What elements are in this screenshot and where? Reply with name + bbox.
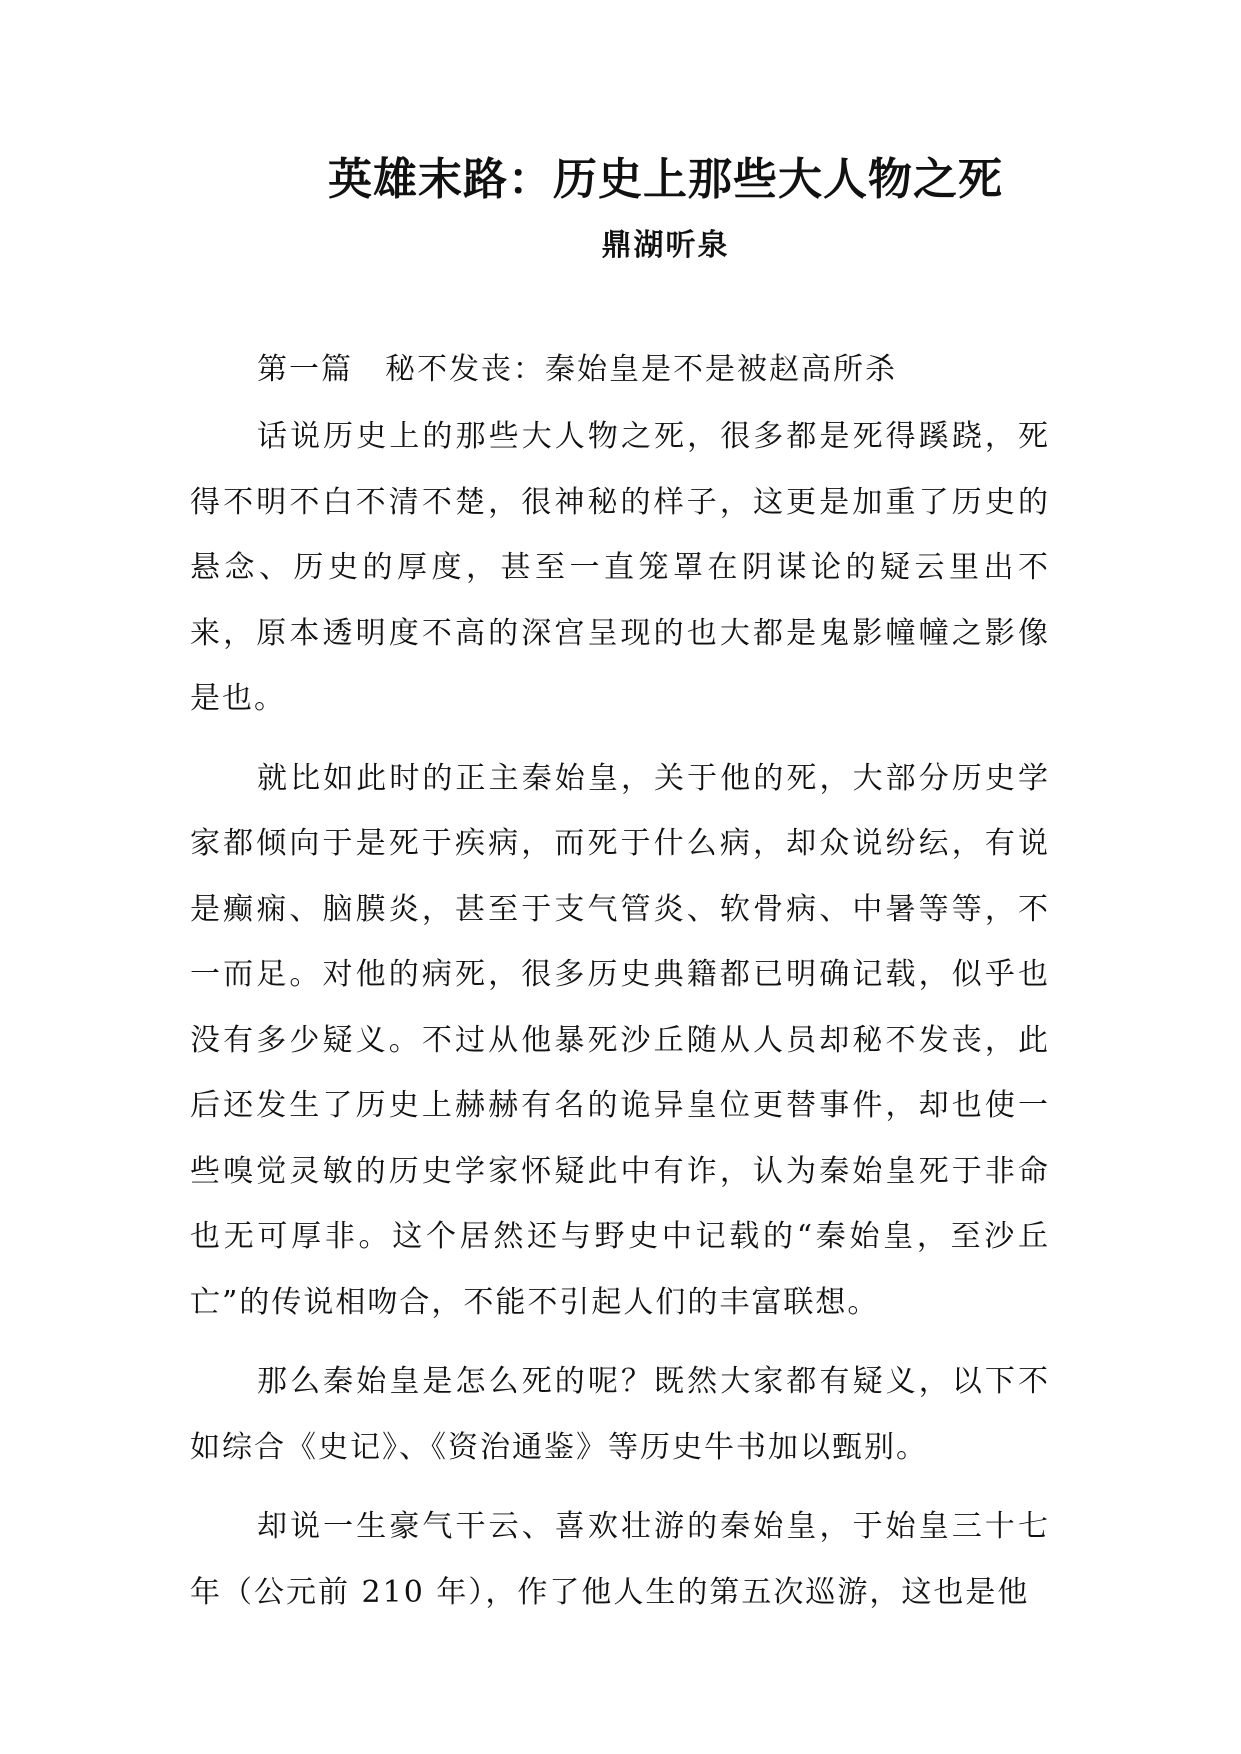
paragraph: 那么秦始皇是怎么死的呢？既然大家都有疑义，以下不如综合《史记》、《资治通鉴》等历史牛书加以甄别。 [190,1364,1050,1465]
paragraph: 话说历史上的那些大人物之死，很多都是死得蹊跷，死得不明不白不清不楚，很神秘的样子，这更是加重了历史的悬念、历史的厚度，甚至一直笼罩在阴谋论的疑云里出不来，原本透明度不高的深宫呈现的也大都是鬼影幢幢之影像是也。 [190,419,1050,716]
paragraph: 却说一生豪气干云、喜欢壮游的秦始皇，于始皇三十七年（公元前 210 年），作了他人生的第五次巡游，这也是他 [190,1509,1050,1610]
author-name: 鼎湖听泉 [601,228,730,263]
chapter-heading: 第一篇 秘不发丧：秦始皇是不是被赵高所杀 [257,352,897,387]
paragraph: 就比如此时的正主秦始皇，关于他的死，大部分历史学家都倾向于是死于疾病，而死于什么病，却众说纷纭，有说是癫痫、脑膜炎，甚至于支气管炎、软骨病、中暑等等，不一而足。对他的病死，很多历史典籍都已明确记载，似乎也没有多少疑义。不过从他暴死沙丘随从人员却秘不发丧，此后还发生了历史上赫赫有名的诡异皇位更替事件，却也使一些嗅觉灵敏的历史学家怀疑此中有诈，认为秦始皇死于非命也无可厚非。这个居然还与野史中记载的“秦始皇，至沙丘亡”的传说相吻合，不能不引起人们的丰富联想。 [190,760,1050,1320]
document-title: 英雄末路：历史上那些大人物之死 [328,154,1003,205]
body-text [190,350,1050,1625]
